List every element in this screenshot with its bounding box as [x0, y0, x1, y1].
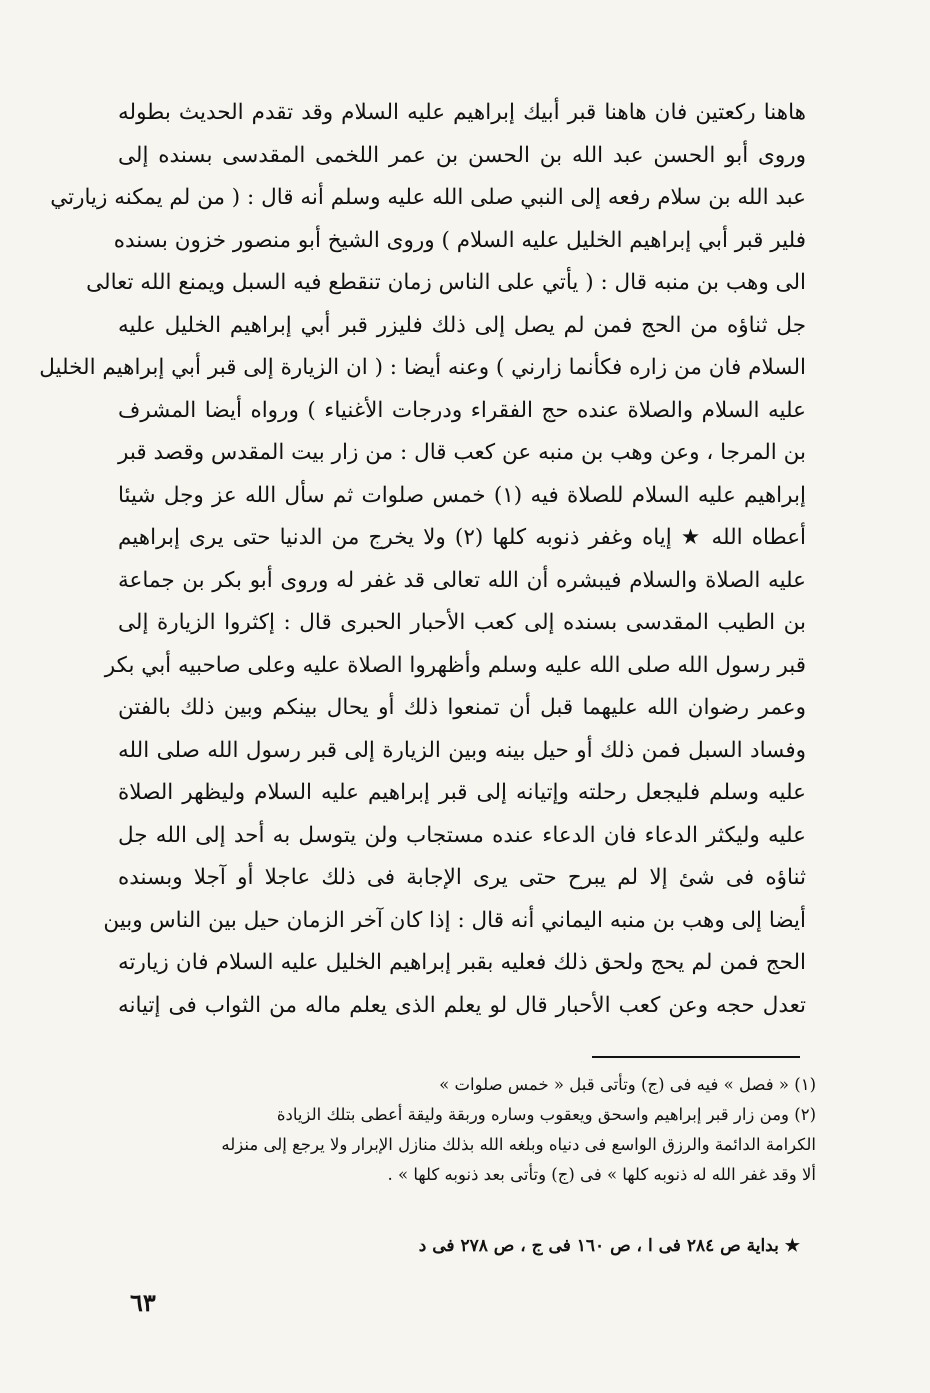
text-line: وعمر رضوان الله عليهما قبل أن تمنعوا ذلك أو يحال بينكم وبين ذلك بالفتن [118, 695, 806, 720]
text-line: فلير قبر أبي إبراهيم الخليل عليه السلام ) وروى الشيخ أبو منصور خزون بسنده [113, 227, 806, 253]
text-line: عليه السلام والصلاة عنده حج الفقراء ودرجات الأغنياء ) ورواه أيضا المشرف [118, 397, 806, 423]
text-line: عليه وسلم فليجعل رحلته وإتيانه إلى قبر إبراهيم عليه السلام وليظهر الصلاة [118, 780, 806, 805]
page-number: ٦٣ [130, 1288, 156, 1317]
footnote-2-continued: الكرامة الدائمة والرزق الواسع فى دنياه وبلغه الله بذلك منازل الإبرار ولا يرجع إلى منزله [221, 1135, 816, 1154]
footnote-2-continued: ألا وقد غفر الله له ذنوبه كلها » فى (ج) وتأتى بعد ذنوبه كلها » . [387, 1165, 816, 1184]
text-line: السلام فان من زاره فكأنما زارني ) وعنه أيضا : ( ان الزيارة إلى قبر أبي إبراهيم الخليل [39, 355, 806, 380]
text-line: وروى أبو الحسن عبد الله بن الحسن بن عمر اللخمى المقدسى بسنده إلى [118, 142, 806, 168]
text-line: بن الطيب المقدسى بسنده إلى كعب الأحبار الحبرى قال : إكثروا الزيارة إلى [118, 610, 806, 635]
footnotes [140, 1070, 816, 1190]
text-line: تعدل حجه وعن كعب الأحبار قال لو يعلم الذى يعلم ماله من الثواب فى إتيانه [118, 992, 806, 1018]
text-line: وفساد السبل فمن ذلك أو حيل بينه وبين الزيارة إلى قبر رسول الله صلى الله [118, 737, 806, 763]
text-line: هاهنا ركعتين فان هاهنا قبر أبيك إبراهيم عليه السلام وقد تقدم الحديث بطوله [118, 100, 806, 125]
text-line: أعطاه الله ★ إياه وغفر ذنوبه كلها (٢) ولا يخرج من الدنيا حتى يرى إبراهيم [118, 525, 806, 550]
footnote-divider [592, 1056, 800, 1058]
text-line: قبر رسول الله صلى الله عليه وسلم وأظهروا الصلاة عليه وعلى صاحبيه أبي بكر [104, 652, 806, 678]
text-line: بن المرجا ، وعن وهب بن منبه عن كعب قال : من زار بيت المقدس وقصد قبر [118, 440, 806, 465]
text-line: إبراهيم عليه السلام للصلاة فيه (١) خمس صلوات ثم سأل الله عز وجل شيئا [118, 482, 806, 508]
text-line: ثناؤه فى شئ إلا لم يبرح حتى يرى الإجابة فى ذلك عاجلا أو آجلا وبسنده [118, 865, 806, 890]
text-line: عليه الصلاة والسلام فيبشره أن الله تعالى قد غفر له وروى أبو بكر بن جماعة [118, 567, 806, 593]
text-line: عليه وليكثر الدعاء فان الدعاء عنده مستجاب ولن يتوسل به أحد إلى الله جل [118, 822, 806, 848]
text-line: أيضا إلى وهب بن منبه اليماني أنه قال : إذا كان آخر الزمان حيل بين الناس وبين [103, 907, 806, 933]
page-reference-note: ★ بداية ص ٢٨٤ فى ا ، ص ١٦٠ فى ج ، ص ٢٧٨ فى د [418, 1236, 800, 1256]
main-text [39, 92, 806, 1027]
text-line: الحج فمن لم يحج ولحق ذلك فعليه بقبر إبراهيم الخليل عليه السلام فان زيارته [118, 950, 806, 975]
text-line: عبد الله بن سلام رفعه إلى النبي صلى الله عليه وسلم أنه قال : ( من لم يمكنه زيارتي [50, 185, 806, 210]
text-line: جل ثناؤه من الحج فمن لم يصل إلى ذلك فليزر قبر أبي إبراهيم الخليل عليه [118, 312, 806, 338]
text-line: الى وهب بن منبه قال : ( يأتي على الناس زمان تنقطع فيه السبل ويمنع الله تعالى [86, 270, 806, 295]
footnote-2: (٢) ومن زار قبر إبراهيم واسحق ويعقوب وساره وربقة وليقة أعطى بتلك الزيادة [276, 1105, 816, 1124]
footnote-1: (١) « فصل » فيه فى (ج) وتأتى قبل « خمس صلوات » [439, 1075, 816, 1094]
